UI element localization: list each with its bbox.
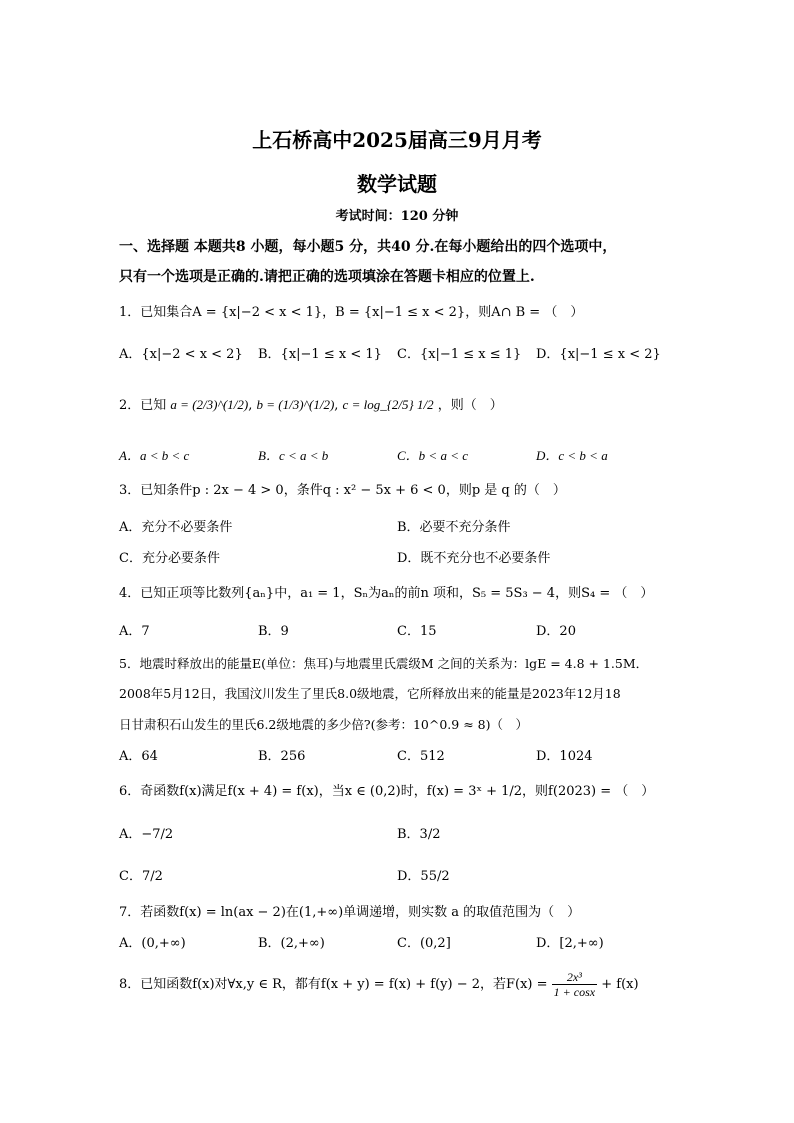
exam-time: 考试时间：120 分钟 xyxy=(335,209,459,224)
q5-option-d: D．1024 xyxy=(536,749,593,764)
q8-frac-den: 1 + cosx xyxy=(553,985,596,999)
q5-option-c: C．512 xyxy=(397,749,445,764)
q6-option-c: C．7/2 xyxy=(119,869,163,884)
q2-b-expr: b = (1/3)^(1/2) xyxy=(256,397,335,412)
q7-option-a: A．(0,+∞) xyxy=(119,936,186,951)
question-1: 1．已知集合A = {x|−2 < x < 1}，B = {x|−1 ≤ x < 2}，则A∩ B = （ ） xyxy=(119,305,584,320)
q7-option-c: C．(0,2] xyxy=(397,936,451,951)
section-instructions-line2: 只有一个选项是正确的.请把正确的选项填涂在答题卡相应的位置上. xyxy=(119,269,535,285)
q3-option-d: D．既不充分也不必要条件 xyxy=(397,551,551,566)
question-2: 2．已知 a = (2/3)^(1/2), b = (1/3)^(1/2), c = log_{2/5} 1/2 ，则（ ） xyxy=(119,397,503,413)
q4-option-d: D．20 xyxy=(536,624,576,639)
q8-frac-num: 2x³ xyxy=(552,970,597,985)
question-5-line1: 5．地震时释放出的能量E(单位：焦耳)与地震里氏震级M 之间的关系为：lgE = 4.8 + 1.5M． xyxy=(119,656,649,671)
question-7: 7．若函数f(x) = ln(ax − 2)在(1,+∞)单调递增，则实数 a 的取值范围为（ ） xyxy=(119,905,581,920)
q5-option-a: A．64 xyxy=(119,749,158,764)
q4-option-b: B．9 xyxy=(258,624,289,639)
q3-option-c: C．充分必要条件 xyxy=(119,551,220,566)
question-5-line2: 2008年5月12日，我国汶川发生了里氏8.0级地震，它所释放出来的能量是2023年12月18 xyxy=(119,686,621,701)
q4-option-a: A．7 xyxy=(119,624,150,639)
question-8 xyxy=(119,970,679,999)
q8-fraction xyxy=(552,970,597,999)
q8-suffix: + f(x) xyxy=(601,977,639,992)
q4-option-c: C．15 xyxy=(397,624,437,639)
school-title: 上石桥高中2025届高三9月月考 xyxy=(252,128,542,152)
question-3: 3．已知条件p : 2x − 4 > 0，条件q : x² − 5x + 6 < 0，则p 是 q 的（ ） xyxy=(119,483,566,498)
q8-prefix: 8．已知函数f(x)对∀x,y ∈ R，都有f(x + y) = f(x) + f(y) − 2，若F(x) = xyxy=(119,977,548,992)
q6-option-d: D．55/2 xyxy=(397,869,450,884)
question-4: 4．已知正项等比数列{aₙ}中，a₁ = 1，Sₙ为aₙ的前n 项和，S₅ = 5S₃ − 4，则S₄ = （ ） xyxy=(119,586,654,601)
q2-a-expr: a = (2/3)^(1/2) xyxy=(170,397,249,412)
q6-option-a: A．−7/2 xyxy=(119,827,174,842)
q2-option-a: A．a < b < c xyxy=(119,448,190,463)
q2-prefix: 2．已知 xyxy=(119,398,167,413)
q7-option-b: B．(2,+∞) xyxy=(258,936,325,951)
q2-option-c: C．b < a < c xyxy=(397,448,468,463)
q1-option-a: A．{x|−2 < x < 2} xyxy=(119,347,243,362)
q1-option-c: C．{x|−1 ≤ x ≤ 1} xyxy=(397,347,522,362)
q2-option-d: D．c < b < a xyxy=(536,448,608,463)
q3-option-a: A．充分不必要条件 xyxy=(119,520,233,535)
question-5-line3: 日甘肃积石山发生的里氏6.2级地震的多少倍?(参考：10^0.9 ≈ 8)（ ） xyxy=(119,717,528,732)
q2-suffix: ，则（ ） xyxy=(437,398,503,413)
q7-option-d: D．[2,+∞) xyxy=(536,936,604,951)
q2-option-b: B．c < a < b xyxy=(258,448,329,463)
q1-option-b: B．{x|−1 ≤ x < 1} xyxy=(258,347,382,362)
question-6: 6．奇函数f(x)满足f(x + 4) = f(x)，当x ∈ (0,2)时，f(x) = 3ˣ + 1/2，则f(2023) = （ ） xyxy=(119,784,655,799)
q6-option-b: B．3/2 xyxy=(397,827,441,842)
q1-option-d: D．{x|−1 ≤ x < 2} xyxy=(536,347,661,362)
q3-option-b: B．必要不充分条件 xyxy=(397,520,511,535)
subject-title: 数学试题 xyxy=(357,172,437,196)
section-instructions-line1: 一、选择题 本题共8 小题，每小题5 分，共40 分.在每小题给出的四个选项中， xyxy=(119,239,617,255)
q5-option-b: B．256 xyxy=(258,749,306,764)
q2-c-expr: c = log_{2/5} 1/2 xyxy=(342,397,434,412)
